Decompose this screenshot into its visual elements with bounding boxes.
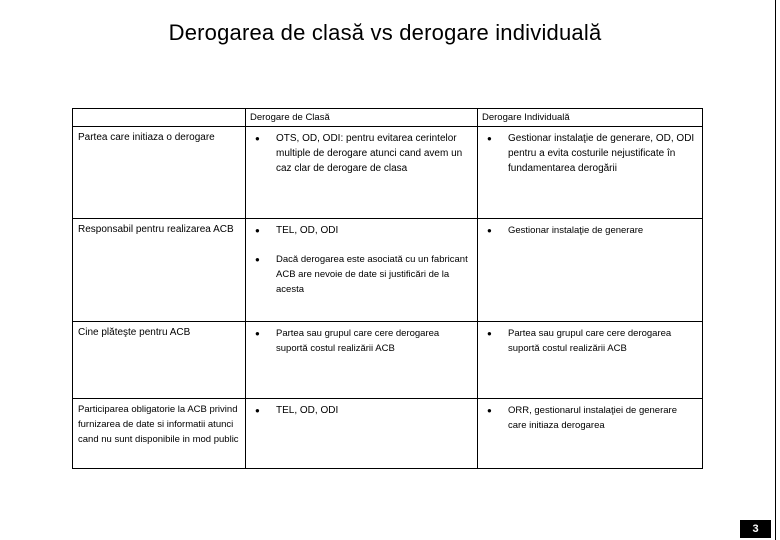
table-row [73, 127, 703, 219]
bullet-icon: ● [255, 406, 260, 415]
table-row [73, 399, 703, 469]
header-individuala: Derogare Individuală [478, 109, 703, 127]
cell-clasa [246, 127, 478, 219]
cell-individuala [478, 127, 703, 219]
table-row [73, 322, 703, 399]
table-row [73, 219, 703, 322]
list-item: ● Gestionar instalaţie de generare [482, 223, 696, 238]
row-label: Responsabil pentru realizarea ACB [73, 219, 246, 322]
bullet-icon: ● [255, 134, 260, 143]
bullet-icon: ● [487, 134, 492, 143]
cell-clasa [246, 322, 478, 399]
header-clasa: Derogare de Clasă [246, 109, 478, 127]
bullet-icon: ● [255, 226, 260, 235]
list-item: ● TEL, OD, ODI [250, 403, 471, 418]
row-label: Partea care initiaza o derogare [73, 127, 246, 219]
list-item: ● Partea sau grupul care cere derogarea suportă costul realizării ACB [482, 326, 696, 356]
bullet-icon: ● [487, 226, 492, 235]
comparison-table [72, 108, 703, 469]
cell-individuala [478, 219, 703, 322]
page-number-badge: 3 [740, 520, 771, 538]
list-item: ● ORR, gestionarul instalaţiei de generare care initiaza derogarea [482, 403, 696, 433]
list-item: ● Gestionar instalaţie de generare, OD, ODI pentru a evita costurile nejustificate în fundamentarea derogării [482, 131, 696, 176]
cell-clasa [246, 219, 478, 322]
cell-individuala [478, 322, 703, 399]
slide-title: Derogarea de clasă vs derogare individuală [168, 20, 602, 45]
list-item: ● TEL, OD, ODI [250, 223, 471, 238]
list-item: ● Partea sau grupul care cere derogarea suportă costul realizării ACB [250, 326, 471, 356]
cell-clasa [246, 399, 478, 469]
row-label: Participarea obligatorie la ACB privind furnizarea de date si informatii atunci cand nu sunt disponibile in mod public [73, 399, 246, 469]
table-header-row [73, 109, 703, 127]
list-item: ● Dacă derogarea este asociată cu un fabricant ACB are nevoie de date si justificări de la acesta [250, 252, 471, 297]
bullet-icon: ● [487, 329, 492, 338]
cell-individuala [478, 399, 703, 469]
bullet-icon: ● [487, 406, 492, 415]
bullet-icon: ● [255, 255, 260, 264]
slide-edge-line [775, 0, 776, 540]
list-item: ● OTS, OD, ODI: pentru evitarea cerintelor multiple de derogare atunci cand avem un caz clar de derogare de clasa [250, 131, 471, 176]
header-empty-cell [73, 109, 246, 127]
row-label: Cine plăteşte pentru ACB [73, 322, 246, 399]
bullet-icon: ● [255, 329, 260, 338]
